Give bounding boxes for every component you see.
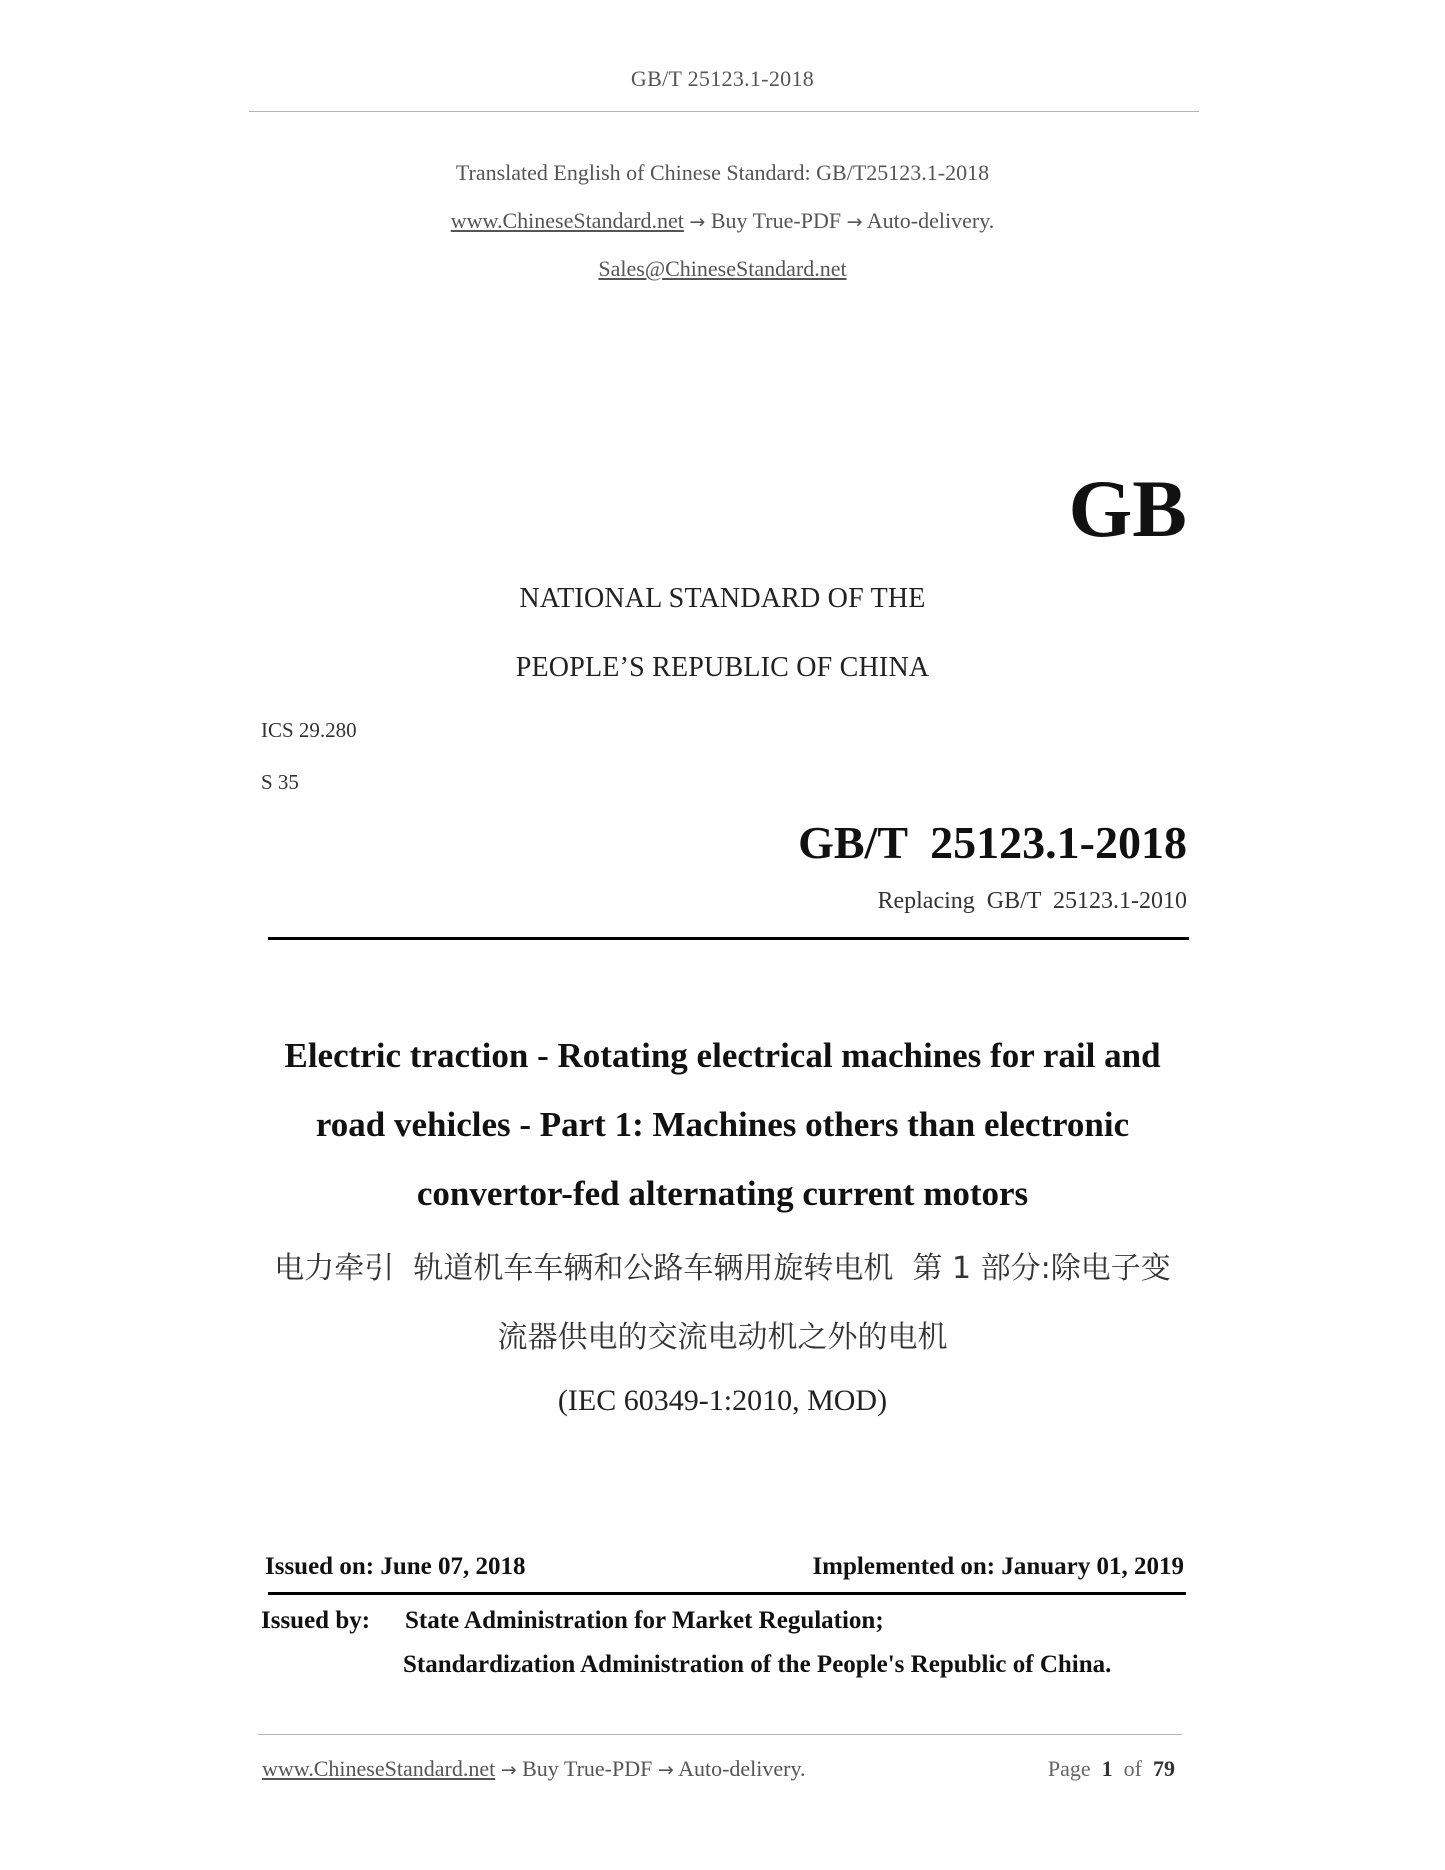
email-link[interactable]: Sales@ChineseStandard.net [598, 256, 847, 281]
title-en-line-3: convertor-fed alternating current motors [416, 1174, 1029, 1213]
ics-code: ICS 29.280 [261, 718, 357, 742]
running-header: GB/T 25123.1-2018 [630, 66, 815, 91]
promo-line-title: Translated English of Chinese Standard: GB/T25123.1-2018 [455, 160, 990, 185]
title-en-line-1: Electric traction - Rotating electrical machines for rail and [284, 1036, 1161, 1075]
title-cn-line-1: 电力牵引 轨道机车车辆和公路车辆用旋转电机 第 1 部分:除电子变 [274, 1251, 1171, 1286]
arrow-right-icon: → [689, 211, 706, 233]
footer-buy-text: Buy True-PDF [522, 1756, 653, 1781]
arrow-right-icon: → [657, 1759, 674, 1781]
page-current: 1 [1101, 1756, 1113, 1781]
ccs-code: S 35 [261, 770, 299, 794]
site-link[interactable]: www.ChineseStandard.net [450, 208, 684, 233]
footer-purchase-line [262, 1756, 806, 1782]
title-en-line-2: road vehicles - Part 1: Machines others than electronic [315, 1105, 1130, 1144]
footer-divider [258, 1734, 1182, 1735]
gb-mark: GB [1068, 463, 1187, 554]
promo-line-purchase [0, 208, 1445, 234]
page-total: 79 [1153, 1756, 1175, 1781]
buy-text: Buy True-PDF [710, 208, 842, 233]
national-standard-line-1: NATIONAL STANDARD OF THE [519, 583, 926, 614]
issuer-line-1: State Administration for Market Regulation; [405, 1607, 884, 1634]
page-indicator [1048, 1756, 1175, 1782]
arrow-right-icon: → [500, 1759, 517, 1781]
implemented-on-date: Implemented on: January 01, 2019 [812, 1553, 1184, 1580]
footer-site-link[interactable]: www.ChineseStandard.net [262, 1756, 496, 1781]
promo-line-email [0, 256, 1445, 282]
page-word: Page [1047, 1756, 1091, 1781]
title-divider [268, 937, 1189, 940]
replacing-standard: Replacing GB/T 25123.1-2010 [877, 888, 1187, 914]
header-divider [249, 111, 1199, 112]
footer-delivery-text: Auto-delivery. [678, 1756, 806, 1781]
national-standard-line-2: PEOPLE’S REPUBLIC OF CHINA [515, 652, 930, 683]
dates-divider [268, 1592, 1186, 1595]
iec-reference: (IEC 60349-1:2010, MOD) [557, 1384, 888, 1417]
issued-on-date: Issued on: June 07, 2018 [265, 1553, 526, 1580]
issued-by-label: Issued by: [261, 1607, 371, 1634]
title-cn-line-2: 流器供电的交流电动机之外的电机 [497, 1320, 948, 1355]
arrow-right-icon: → [846, 211, 863, 233]
of-word: of [1123, 1756, 1142, 1781]
issuer-line-2: Standardization Administration of the People's Republic of China. [403, 1651, 1112, 1678]
standard-number: GB/T 25123.1-2018 [798, 817, 1187, 868]
delivery-text: Auto-delivery. [866, 208, 995, 233]
